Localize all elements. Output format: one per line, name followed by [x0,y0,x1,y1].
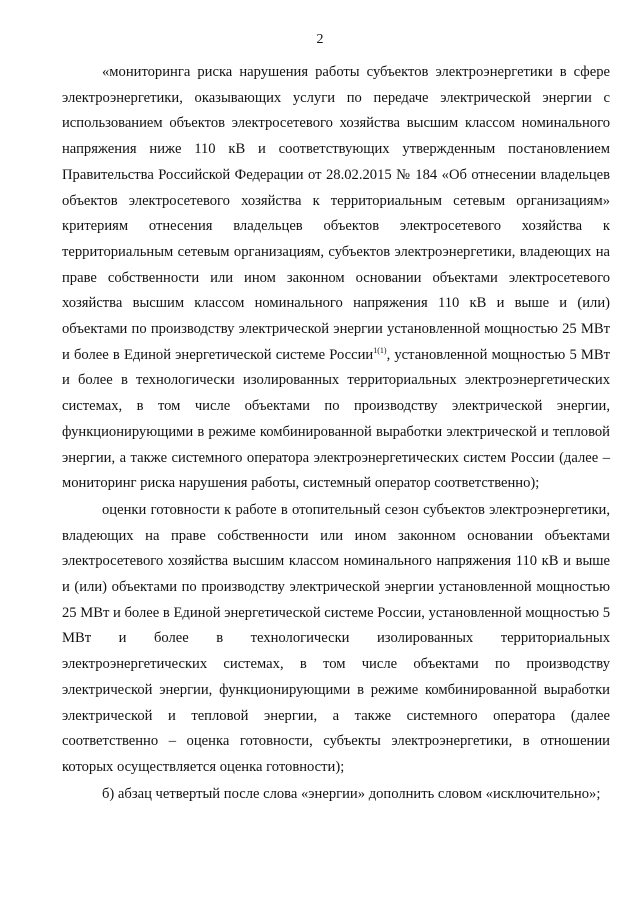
paragraph-readiness: оценки готовности к работе в отопительный сезон субъектов электроэнергетики, владеющих на праве собственности или ином законном основании объектами электросетевого хозяйства высшим классом номинального напряжения 110 кВ и выше и (или) объектами по производству электрической энергии установленной мощностью 25 МВт и более в Единой энергетической системе России, установленной мощностью 5 МВт и более в технологически изолированных территориальных электроэнергетических системах, в том числе объектами по производству электрической энергии, функционирующими в режиме комбинированной выработки электрической и тепловой энергии, а также системного оператора (далее соответственно – оценка готовности, субъекты электроэнергетики, в отношении которых осуществляется оценка готовности); [62,501,610,775]
document-body [62,60,610,807]
paragraph-monitoring [62,60,610,497]
footnote-marker: 1(1) [373,345,387,355]
paragraph-amendment-b: б) абзац четвертый после слова «энергии» дополнить словом «исключительно»; [102,785,601,802]
paragraph-monitoring-text-after: , установленной мощностью 5 МВт и более в технологически изолированных территориальных электроэнергетических системах, в том числе объектами по производству электрической энергии, функционирующими в режиме комбинированной выработки электрической и тепловой энергии, а также системного оператора электроэнергетических систем России (далее – мониторинг риска нарушения работы, системный оператор соответственно); [62,346,610,492]
page-number: 2 [316,32,324,47]
paragraph-monitoring-text: «мониторинга риска нарушения работы субъектов электроэнергетики в сфере электроэнергетики, оказывающих услуги по передаче электрической энергии с использованием объектов электросетевого хозяйства высшим классом номинального напряжения ниже 110 кВ и соответствующих утвержденным постановлением Правительства Российской Федерации от 28.02.2015 № 184 «Об отнесении владельцев объектов электросетевого хозяйства к территориальным сетевым организациям» критериям отнесения владельцев объектов электросетевого хозяйства к территориальным сетевым организациям, субъектов электроэнергетики, владеющих на праве собственности или ином законном основании объектами электросетевого хозяйства высшим классом номинального напряжения 110 кВ и выше и (или) объектами по производству электрической энергии установленной мощностью 25 МВт и более в Единой энергетической системе России [62,64,610,363]
